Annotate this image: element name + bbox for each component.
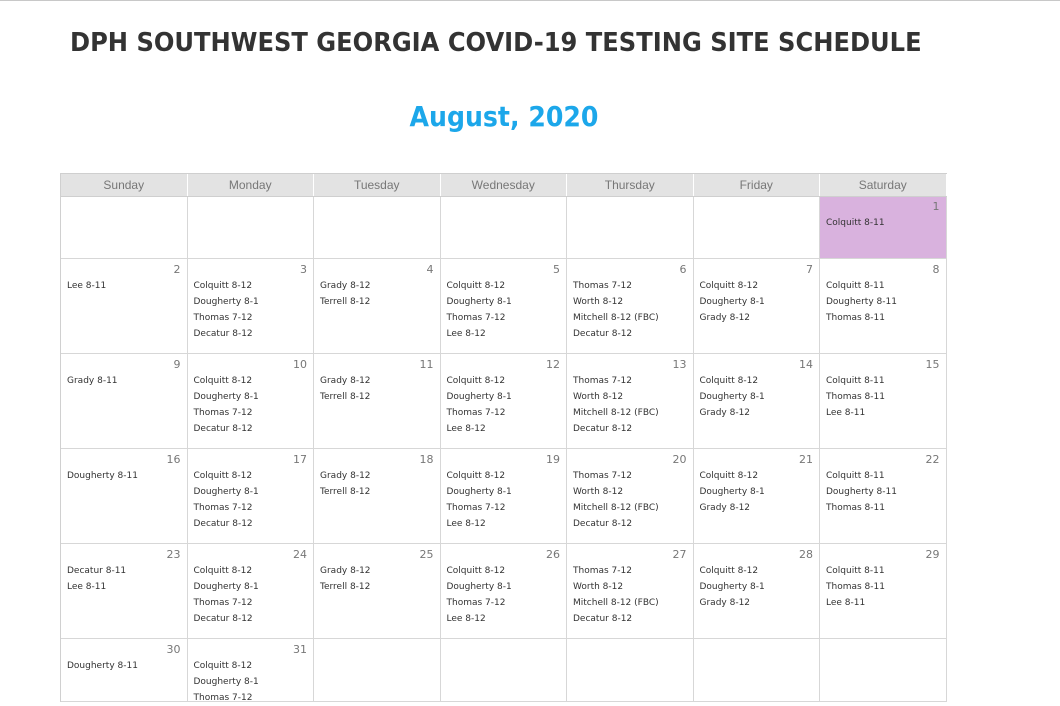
testing-site-entry: Mitchell 8-12 (FBC): [573, 503, 659, 513]
testing-site-entry: Lee 8-12: [446, 329, 486, 339]
weekday-header-friday: Friday: [694, 174, 821, 196]
day-cell-12: [441, 354, 568, 448]
testing-site-entry: Thomas 7-12: [573, 281, 632, 291]
testing-site-entry: Colquitt 8-12: [193, 281, 253, 291]
empty-day-cell: [441, 639, 568, 701]
day-cell-2: [61, 259, 188, 353]
testing-site-entry: Colquitt 8-12: [699, 281, 759, 291]
day-number: 17: [293, 453, 307, 466]
day-number: 26: [546, 548, 560, 561]
day-number: 1: [932, 200, 940, 213]
testing-site-entry: Dougherty 8-1: [193, 582, 259, 592]
testing-site-entry: Terrell 8-12: [320, 297, 371, 307]
calendar-body: [61, 197, 947, 702]
day-cell-17: [188, 449, 315, 543]
testing-site-entry: Worth 8-12: [573, 392, 624, 402]
day-cell-13: [567, 354, 694, 448]
week-row: [61, 197, 947, 259]
testing-site-entry: Lee 8-11: [67, 281, 107, 291]
testing-site-entry: Decatur 8-12: [573, 329, 633, 339]
day-cell-6: [567, 259, 694, 353]
day-cell-24: [188, 544, 315, 638]
testing-site-entry: Lee 8-11: [826, 408, 866, 418]
day-number: 22: [925, 453, 940, 466]
day-cell-27: [567, 544, 694, 638]
testing-site-entry: Thomas 7-12: [446, 598, 506, 608]
testing-site-entry: Dougherty 8-1: [446, 582, 512, 592]
testing-site-entry: Grady 8-11: [67, 376, 118, 386]
week-row: [61, 449, 947, 544]
testing-site-entry: Terrell 8-12: [320, 582, 371, 592]
weekday-header-wednesday: Wednesday: [441, 174, 568, 196]
day-cell-7: [694, 259, 821, 353]
day-number: 3: [300, 263, 307, 276]
testing-site-entry: Colquitt 8-11: [826, 566, 885, 576]
testing-site-entry: Colquitt 8-12: [446, 471, 506, 481]
day-cell-25: [314, 544, 441, 638]
day-cell-26: [441, 544, 568, 638]
day-number: 18: [419, 453, 434, 466]
day-cell-31: [188, 639, 315, 701]
testing-site-entry: Thomas 7-12: [573, 471, 632, 481]
day-number: 10: [293, 358, 307, 371]
day-number: 21: [799, 453, 813, 466]
testing-site-entry: Colquitt 8-11: [826, 281, 885, 291]
day-cell-19: [441, 449, 568, 543]
weekday-header-monday: Monday: [188, 174, 315, 196]
testing-site-entry: Colquitt 8-12: [193, 661, 253, 671]
testing-site-entry: Dougherty 8-1: [446, 487, 512, 497]
testing-site-entry: Colquitt 8-12: [193, 566, 253, 576]
day-number: 31: [293, 643, 307, 656]
testing-site-entry: Decatur 8-12: [193, 329, 253, 339]
testing-site-entry: Dougherty 8-1: [699, 582, 765, 592]
day-cell-11: [314, 354, 441, 448]
testing-site-entry: Worth 8-12: [573, 487, 624, 497]
day-cell-5: [441, 259, 568, 353]
testing-site-entry: Colquitt 8-12: [699, 566, 759, 576]
day-number: 20: [672, 453, 687, 466]
day-number: 27: [672, 548, 687, 561]
day-number: 8: [932, 263, 940, 276]
testing-site-entry: Grady 8-12: [320, 471, 371, 481]
testing-site-entry: Dougherty 8-11: [67, 471, 138, 481]
empty-day-cell: [441, 197, 568, 258]
empty-day-cell: [314, 639, 441, 701]
empty-day-cell: [694, 639, 821, 701]
page-title: DPH SOUTHWEST GEORGIA COVID-19 TESTING SITE SCHEDULE: [70, 28, 922, 58]
calendar: [60, 173, 947, 702]
testing-site-entry: Decatur 8-12: [193, 519, 253, 529]
day-number: 13: [672, 358, 687, 371]
testing-site-entry: Dougherty 8-1: [446, 392, 512, 402]
testing-site-entry: Lee 8-11: [826, 598, 866, 608]
testing-site-entry: Lee 8-12: [446, 519, 486, 529]
testing-site-entry: Worth 8-12: [573, 582, 624, 592]
testing-site-entry: Decatur 8-12: [193, 614, 253, 624]
day-cell-15: [820, 354, 947, 448]
day-cell-14: [694, 354, 821, 448]
month-title: August, 2020: [409, 100, 599, 133]
day-number: 5: [553, 263, 560, 276]
day-cell-16: [61, 449, 188, 543]
testing-site-entry: Decatur 8-12: [573, 614, 633, 624]
testing-site-entry: Dougherty 8-1: [699, 392, 765, 402]
testing-site-entry: Thomas 7-12: [573, 566, 632, 576]
testing-site-entry: Colquitt 8-12: [446, 566, 506, 576]
testing-site-entry: Colquitt 8-12: [446, 376, 506, 386]
day-cell-23: [61, 544, 188, 638]
testing-site-entry: Grady 8-12: [320, 281, 371, 291]
testing-site-entry: Dougherty 8-1: [446, 297, 512, 307]
day-number: 7: [806, 263, 813, 276]
day-number: 6: [679, 263, 687, 276]
testing-site-entry: Colquitt 8-11: [826, 376, 885, 386]
testing-site-entry: Dougherty 8-1: [193, 392, 259, 402]
testing-site-entry: Grady 8-12: [320, 566, 371, 576]
testing-site-entry: Lee 8-12: [446, 424, 486, 434]
day-number: 9: [173, 358, 181, 371]
testing-site-entry: Dougherty 8-11: [826, 487, 897, 497]
weekday-header-sunday: Sunday: [61, 174, 188, 196]
testing-site-entry: Dougherty 8-1: [193, 677, 259, 687]
day-cell-29: [820, 544, 947, 638]
testing-site-entry: Worth 8-12: [573, 297, 624, 307]
testing-site-entry: Thomas 7-12: [193, 408, 253, 418]
testing-site-entry: Thomas 8-11: [826, 392, 885, 402]
day-number: 29: [925, 548, 940, 561]
testing-site-entry: Dougherty 8-11: [67, 661, 138, 671]
testing-site-entry: Thomas 7-12: [573, 376, 632, 386]
day-cell-8: [820, 259, 947, 353]
testing-site-entry: Decatur 8-12: [573, 519, 633, 529]
testing-site-entry: Colquitt 8-11: [826, 218, 885, 228]
testing-site-entry: Terrell 8-12: [320, 487, 371, 497]
testing-site-entry: Dougherty 8-1: [193, 487, 259, 497]
testing-site-entry: Dougherty 8-1: [699, 487, 765, 497]
day-number: 16: [166, 453, 181, 466]
testing-site-entry: Grady 8-12: [699, 313, 751, 323]
empty-day-cell: [694, 197, 821, 258]
testing-site-entry: Thomas 8-11: [826, 313, 885, 323]
testing-site-entry: Thomas 7-12: [446, 408, 506, 418]
testing-site-entry: Grady 8-12: [699, 503, 751, 513]
testing-site-entry: Thomas 7-12: [446, 503, 506, 513]
testing-site-entry: Mitchell 8-12 (FBC): [573, 598, 659, 608]
day-number: 15: [925, 358, 940, 371]
testing-site-entry: Decatur 8-12: [193, 424, 253, 434]
day-number: 28: [799, 548, 813, 561]
day-cell-21: [694, 449, 821, 543]
testing-site-entry: Terrell 8-12: [320, 392, 371, 402]
testing-site-entry: Colquitt 8-12: [446, 281, 506, 291]
testing-site-entry: Decatur 8-11: [67, 566, 127, 576]
empty-day-cell: [314, 197, 441, 258]
testing-site-entry: Grady 8-12: [699, 408, 751, 418]
week-row: [61, 259, 947, 354]
empty-day-cell: [567, 197, 694, 258]
testing-site-entry: Grady 8-12: [320, 376, 371, 386]
weekday-header-tuesday: Tuesday: [314, 174, 441, 196]
day-number: 14: [799, 358, 813, 371]
day-number: 30: [166, 643, 181, 656]
testing-site-entry: Thomas 7-12: [193, 598, 253, 608]
day-number: 19: [546, 453, 560, 466]
testing-site-entry: Colquitt 8-12: [193, 471, 253, 481]
weekday-header-row: [61, 173, 947, 197]
day-cell-18: [314, 449, 441, 543]
testing-site-entry: Thomas 7-12: [193, 313, 253, 323]
day-number: 24: [293, 548, 307, 561]
testing-site-entry: Dougherty 8-11: [826, 297, 897, 307]
testing-site-entry: Colquitt 8-12: [699, 471, 759, 481]
testing-site-entry: Thomas 7-12: [446, 313, 506, 323]
empty-day-cell: [188, 197, 315, 258]
testing-site-entry: Thomas 7-12: [193, 503, 253, 513]
testing-site-entry: Thomas 7-12: [193, 693, 253, 703]
empty-day-cell: [567, 639, 694, 701]
day-number: 25: [419, 548, 434, 561]
testing-site-entry: Colquitt 8-12: [193, 376, 253, 386]
day-number: 2: [173, 263, 181, 276]
day-number: 4: [426, 263, 434, 276]
day-cell-4: [314, 259, 441, 353]
top-divider: [0, 0, 1060, 1]
day-cell-28: [694, 544, 821, 638]
testing-site-entry: Lee 8-12: [446, 614, 486, 624]
day-cell-22: [820, 449, 947, 543]
testing-site-entry: Colquitt 8-12: [699, 376, 759, 386]
day-cell-20: [567, 449, 694, 543]
week-row: [61, 544, 947, 639]
day-number: 23: [166, 548, 181, 561]
week-row: [61, 354, 947, 449]
testing-site-entry: Grady 8-12: [699, 598, 751, 608]
day-cell-30: [61, 639, 188, 701]
day-number: 11: [419, 358, 434, 371]
testing-site-entry: Dougherty 8-1: [193, 297, 259, 307]
testing-site-entry: Mitchell 8-12 (FBC): [573, 408, 659, 418]
empty-day-cell: [820, 639, 947, 701]
testing-site-entry: Thomas 8-11: [826, 503, 885, 513]
testing-site-entry: Decatur 8-12: [573, 424, 633, 434]
testing-site-entry: Lee 8-11: [67, 582, 107, 592]
day-number: 12: [546, 358, 560, 371]
testing-site-entry: Mitchell 8-12 (FBC): [573, 313, 659, 323]
day-cell-3: [188, 259, 315, 353]
testing-site-entry: Thomas 8-11: [826, 582, 885, 592]
weekday-header-saturday: Saturday: [820, 174, 947, 196]
testing-site-entry: Colquitt 8-11: [826, 471, 885, 481]
day-cell-9: [61, 354, 188, 448]
day-cell-10: [188, 354, 315, 448]
empty-day-cell: [61, 197, 188, 258]
day-cell-1: [820, 197, 947, 258]
testing-site-entry: Dougherty 8-1: [699, 297, 765, 307]
weekday-header-thursday: Thursday: [567, 174, 694, 196]
